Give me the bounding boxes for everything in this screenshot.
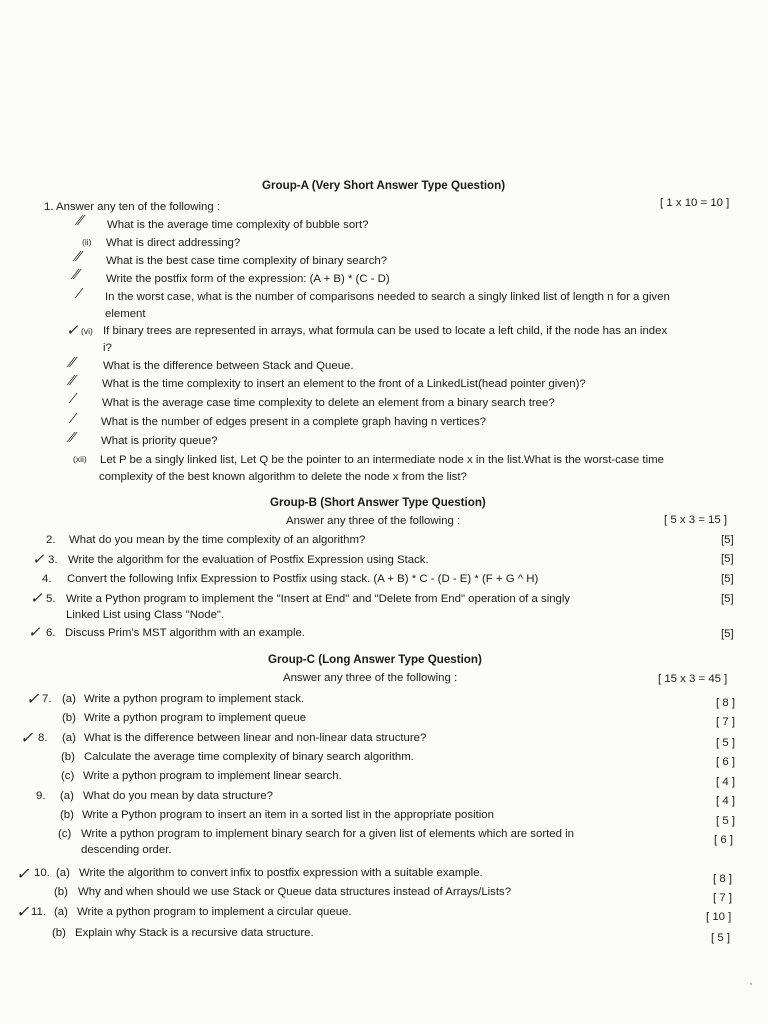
handwritten-tick-icon: ⁄⁄ bbox=[70, 374, 75, 389]
question-number: (vi) bbox=[81, 326, 93, 336]
question-text: Write a python program to implement linear search. bbox=[83, 770, 342, 782]
question-marks: [5] bbox=[721, 628, 734, 640]
question-text: What is the difference between linear and non-linear data structure? bbox=[84, 732, 427, 744]
question-number: 4. bbox=[42, 573, 52, 585]
question-number: 8. bbox=[38, 732, 48, 744]
part-label: (b) bbox=[60, 809, 74, 821]
question-number: 10. bbox=[34, 867, 50, 879]
question-text: What do you mean by data structure? bbox=[83, 790, 273, 802]
question-text: What is the difference between Stack and Queue. bbox=[103, 360, 354, 372]
question-number: 9. bbox=[36, 790, 46, 802]
handwritten-check-icon: ✓ bbox=[16, 864, 30, 883]
group-b-instruction: Answer any three of the following : bbox=[286, 515, 461, 527]
question-text: What is the average case time complexity to delete an element from a binary search tree? bbox=[102, 397, 555, 409]
part-label: (b) bbox=[62, 712, 76, 724]
part-label: (c) bbox=[58, 828, 72, 840]
question-text: Write the postfix form of the expression: (A + B) * (C - D) bbox=[106, 273, 390, 285]
part-label: (a) bbox=[56, 867, 70, 879]
question-number: 5. bbox=[46, 593, 56, 605]
question-text: What is the average time complexity of bubble sort? bbox=[107, 219, 369, 231]
part-label: (b) bbox=[61, 751, 75, 763]
group-a-instruction: 1. Answer any ten of the following : bbox=[44, 201, 221, 213]
question-text: Write a python program to implement stack. bbox=[84, 693, 305, 705]
question-text: Write a Python program to implement the "Insert at End" and "Delete from End" operation of a singly bbox=[66, 593, 571, 605]
question-number: 6. bbox=[46, 627, 56, 639]
question-text: Write the algorithm to convert infix to postfix expression with a suitable example. bbox=[79, 867, 483, 879]
group-a-heading: Group-A (Very Short Answer Type Question) bbox=[262, 179, 506, 192]
handwritten-tick-icon: ⁄ bbox=[72, 412, 75, 427]
question-marks: [5] bbox=[721, 573, 734, 585]
question-text: complexity of the best known algorithm to delete the node x from the list? bbox=[99, 471, 467, 483]
question-text: Write a python program to implement queue bbox=[84, 712, 307, 724]
question-text: What is direct addressing? bbox=[106, 237, 241, 249]
group-b-marks: [ 5 x 3 = 15 ] bbox=[664, 514, 728, 526]
handwritten-tick-icon: ⁄⁄ bbox=[74, 268, 79, 283]
question-text: Explain why Stack is a recursive data structure. bbox=[75, 927, 314, 939]
page-corner-mark: ʼ bbox=[750, 982, 752, 992]
group-c-marks: [ 15 x 3 = 45 ] bbox=[658, 673, 728, 685]
question-marks: [ 8 ] bbox=[716, 697, 735, 709]
handwritten-check-icon: ✓ bbox=[32, 550, 45, 568]
group-c-instruction: Answer any three of the following : bbox=[283, 672, 458, 684]
part-label: (a) bbox=[54, 906, 68, 918]
question-text: Write a python program to implement binary search for a given list of elements which are sorted in bbox=[81, 828, 574, 840]
question-marks: [ 4 ] bbox=[716, 795, 735, 807]
question-text: Calculate the average time complexity of binary search algorithm. bbox=[84, 751, 414, 763]
question-text: Write a python program to implement a circular queue. bbox=[77, 906, 352, 918]
question-marks: [5] bbox=[721, 593, 734, 605]
handwritten-check-icon: ✓ bbox=[16, 902, 30, 921]
handwritten-check-icon: ✓ bbox=[20, 728, 34, 747]
question-marks: [ 6 ] bbox=[716, 756, 735, 768]
question-text: Linked List using Class "Node". bbox=[66, 609, 225, 621]
question-number: 11. bbox=[31, 906, 46, 918]
question-text: element bbox=[105, 308, 146, 320]
handwritten-tick-icon: ⁄ bbox=[78, 287, 81, 302]
question-text: What is priority queue? bbox=[101, 435, 218, 447]
question-text: What is the time complexity to insert an element to the front of a LinkedList(head pointer given)? bbox=[102, 378, 586, 390]
question-number: (ii) bbox=[82, 237, 92, 247]
question-marks: [ 8 ] bbox=[713, 873, 732, 885]
question-marks: [5] bbox=[721, 534, 734, 546]
handwritten-tick-icon: ⁄⁄ bbox=[76, 250, 81, 265]
part-label: (b) bbox=[52, 927, 66, 939]
question-text: What is the best case time complexity of binary search? bbox=[106, 255, 388, 267]
question-marks: [ 5 ] bbox=[711, 932, 730, 944]
question-number: 2. bbox=[46, 534, 56, 546]
question-text: In the worst case, what is the number of comparisons needed to search a singly linked list of length n for a given bbox=[105, 291, 670, 303]
question-number: (xii) bbox=[73, 454, 87, 464]
handwritten-check-icon: ✓ bbox=[30, 589, 43, 607]
question-text: Write the algorithm for the evaluation of Postfix Expression using Stack. bbox=[68, 554, 429, 566]
question-text: If binary trees are represented in arrays, what formula can be used to locate a left child, if the node has an index bbox=[103, 325, 668, 337]
question-text: Let P be a singly linked list, Let Q be the pointer to an intermediate node x in the list.What is the worst-case time bbox=[100, 454, 664, 466]
question-number: 7. bbox=[42, 693, 52, 705]
question-text: descending order. bbox=[81, 844, 172, 856]
question-text: Discuss Prim's MST algorithm with an example. bbox=[65, 627, 305, 639]
question-text: Convert the following Infix Expression to Postfix using stack. (A + B) * C - (D - E) * (F + G ^ H) bbox=[67, 573, 539, 585]
question-marks: [ 4 ] bbox=[716, 776, 735, 788]
question-text: What do you mean by the time complexity of an algorithm? bbox=[69, 534, 366, 546]
part-label: (a) bbox=[62, 693, 76, 705]
question-text: Write a Python program to insert an item in a sorted list in the appropriate position bbox=[82, 809, 494, 821]
question-marks: [5] bbox=[721, 553, 734, 565]
handwritten-tick-icon: ⁄⁄ bbox=[70, 356, 75, 371]
question-marks: [ 7 ] bbox=[713, 892, 732, 904]
question-marks: [ 7 ] bbox=[716, 716, 735, 728]
part-label: (a) bbox=[60, 790, 74, 802]
group-a-marks: [ 1 x 10 = 10 ] bbox=[660, 197, 730, 209]
group-b-heading: Group-B (Short Answer Type Question) bbox=[270, 496, 486, 509]
handwritten-check-icon: ✓ bbox=[26, 689, 40, 708]
part-label: (c) bbox=[61, 770, 75, 782]
handwritten-tick-icon: ⁄⁄ bbox=[78, 214, 83, 229]
handwritten-check-icon: ✓ bbox=[66, 321, 79, 339]
question-text: i? bbox=[103, 342, 112, 354]
question-text: What is the number of edges present in a complete graph having n vertices? bbox=[101, 416, 486, 428]
handwritten-tick-icon: ⁄⁄ bbox=[70, 431, 75, 446]
question-marks: [ 10 ] bbox=[706, 911, 732, 923]
question-text: Why and when should we use Stack or Queue data structures instead of Arrays/Lists? bbox=[78, 886, 512, 898]
part-label: (a) bbox=[62, 732, 76, 744]
part-label: (b) bbox=[54, 886, 68, 898]
handwritten-check-icon: ✓ bbox=[28, 623, 41, 641]
question-marks: [ 5 ] bbox=[716, 737, 735, 749]
question-number: 3. bbox=[48, 554, 58, 566]
handwritten-tick-icon: ⁄ bbox=[72, 392, 75, 407]
group-c-heading: Group-C (Long Answer Type Question) bbox=[268, 653, 482, 666]
question-marks: [ 5 ] bbox=[716, 815, 735, 827]
question-marks: [ 6 ] bbox=[714, 834, 733, 846]
